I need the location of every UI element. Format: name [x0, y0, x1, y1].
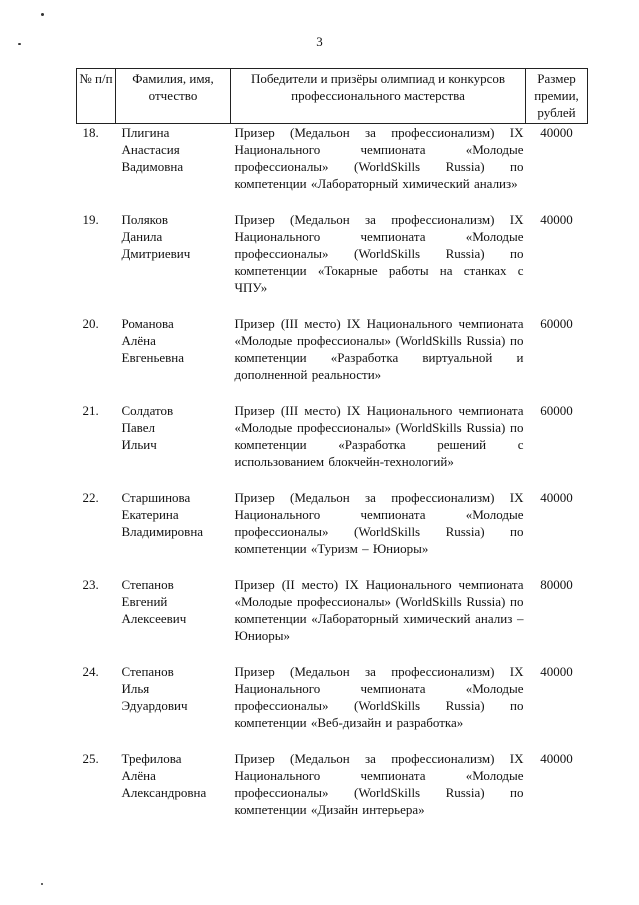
row-description [231, 315, 526, 402]
patronymic: Алексеевич [121, 611, 187, 626]
row-full-name [116, 489, 231, 576]
scan-speck [41, 883, 43, 885]
table-row [77, 124, 588, 212]
patronymic: Вадимовна [121, 159, 184, 174]
last-name: Плигина [121, 125, 170, 140]
last-name: Степанов [121, 577, 174, 592]
first-name: Алёна [121, 333, 156, 348]
first-name: Екатерина [121, 507, 179, 522]
row-number: 20. [82, 316, 99, 331]
row-prize-amount: 60000 [540, 403, 573, 418]
table-header-row [77, 69, 588, 124]
row-prize-amount: 40000 [540, 125, 573, 140]
patronymic: Дмитриевич [121, 246, 191, 261]
row-prize-amount: 60000 [540, 316, 573, 331]
table-row [77, 663, 588, 750]
first-name: Алёна [121, 768, 156, 783]
header-full-name: Фамилия, имя, отчество [116, 69, 231, 124]
first-name: Илья [121, 681, 150, 696]
first-name: Анастасия [121, 142, 180, 157]
patronymic: Александровна [121, 785, 207, 800]
table-row [77, 576, 588, 663]
scan-speck [41, 13, 44, 16]
patronymic: Эдуардович [121, 698, 188, 713]
award-description: Призер (Медальон за профессионализм) IX Национального чемпионата «Молодые профессионалы» (WorldSkills Russia) по компетенции «Туризм – Юниоры» [234, 490, 524, 556]
row-prize-amount: 40000 [540, 664, 573, 679]
award-description: Призер (Медальон за профессионализм) IX Национального чемпионата «Молодые профессионалы» (WorldSkills Russia) по компетенции «Дизайн интерьера» [234, 751, 524, 817]
last-name: Романова [121, 316, 174, 331]
row-prize-amount: 80000 [540, 577, 573, 592]
row-number: 19. [82, 212, 99, 227]
row-description [231, 489, 526, 576]
row-number: 21. [82, 403, 99, 418]
award-description: Призер (Медальон за профессионализм) IX Национального чемпионата «Молодые профессионалы» (WorldSkills Russia) по компетенции «Лабораторный химический анализ» [234, 125, 524, 191]
row-prize-amount: 40000 [540, 751, 573, 766]
award-description: Призер (II место) IX Национального чемпионата «Молодые профессионалы» (WorldSkills Russia) по компетенции «Лабораторный химический анализ – Юниоры» [234, 577, 524, 643]
row-prize-amount: 40000 [540, 490, 573, 505]
row-description [231, 663, 526, 750]
table-row [77, 750, 588, 837]
header-description: Победители и призёры олимпиад и конкурсов профессионального мастерства [231, 69, 526, 124]
first-name: Павел [121, 420, 155, 435]
page-number: 3 [316, 34, 323, 49]
row-full-name [116, 211, 231, 315]
row-description [231, 124, 526, 212]
row-description [231, 750, 526, 837]
row-description [231, 576, 526, 663]
last-name: Трефилова [121, 751, 182, 766]
row-number: 18. [82, 125, 99, 140]
row-prize-amount: 40000 [540, 212, 573, 227]
first-name: Евгений [121, 594, 168, 609]
row-full-name [116, 750, 231, 837]
row-full-name [116, 663, 231, 750]
table-row [77, 211, 588, 315]
table-row [77, 315, 588, 402]
row-number: 24. [82, 664, 99, 679]
award-description: Призер (Медальон за профессионализм) IX Национального чемпионата «Молодые профессионалы» (WorldSkills Russia) по компетенции «Токарные работы на станках с ЧПУ» [234, 212, 524, 295]
header-prize-amount: Размер премии, рублей [526, 69, 588, 124]
row-number: 23. [82, 577, 99, 592]
row-number: 25. [82, 751, 99, 766]
table-row [77, 489, 588, 576]
awards-table [76, 68, 588, 837]
row-description [231, 402, 526, 489]
last-name: Степанов [121, 664, 174, 679]
last-name: Поляков [121, 212, 168, 227]
row-full-name [116, 315, 231, 402]
award-description: Призер (III место) IX Национального чемпионата «Молодые профессионалы» (WorldSkills Russia) по компетенции «Разработка виртуальной и дополненной реальности» [234, 316, 524, 382]
award-description: Призер (III место) IX Национального чемпионата «Молодые профессионалы» (WorldSkills Russia) по компетенции «Разработка решений с использованием блокчейн-технологий» [234, 403, 524, 469]
patronymic: Евгеньевна [121, 350, 185, 365]
patronymic: Ильич [121, 437, 157, 452]
row-full-name [116, 402, 231, 489]
award-description: Призер (Медальон за профессионализм) IX Национального чемпионата «Молодые профессионалы» (WorldSkills Russia) по компетенции «Веб-дизайн и разработка» [234, 664, 524, 730]
first-name: Данила [121, 229, 163, 244]
patronymic: Владимировна [121, 524, 204, 539]
table-row [77, 402, 588, 489]
last-name: Старшинова [121, 490, 191, 505]
row-full-name [116, 124, 231, 212]
row-number: 22. [82, 490, 99, 505]
row-full-name [116, 576, 231, 663]
row-description [231, 211, 526, 315]
header-number: № п/п [77, 69, 116, 124]
last-name: Солдатов [121, 403, 174, 418]
